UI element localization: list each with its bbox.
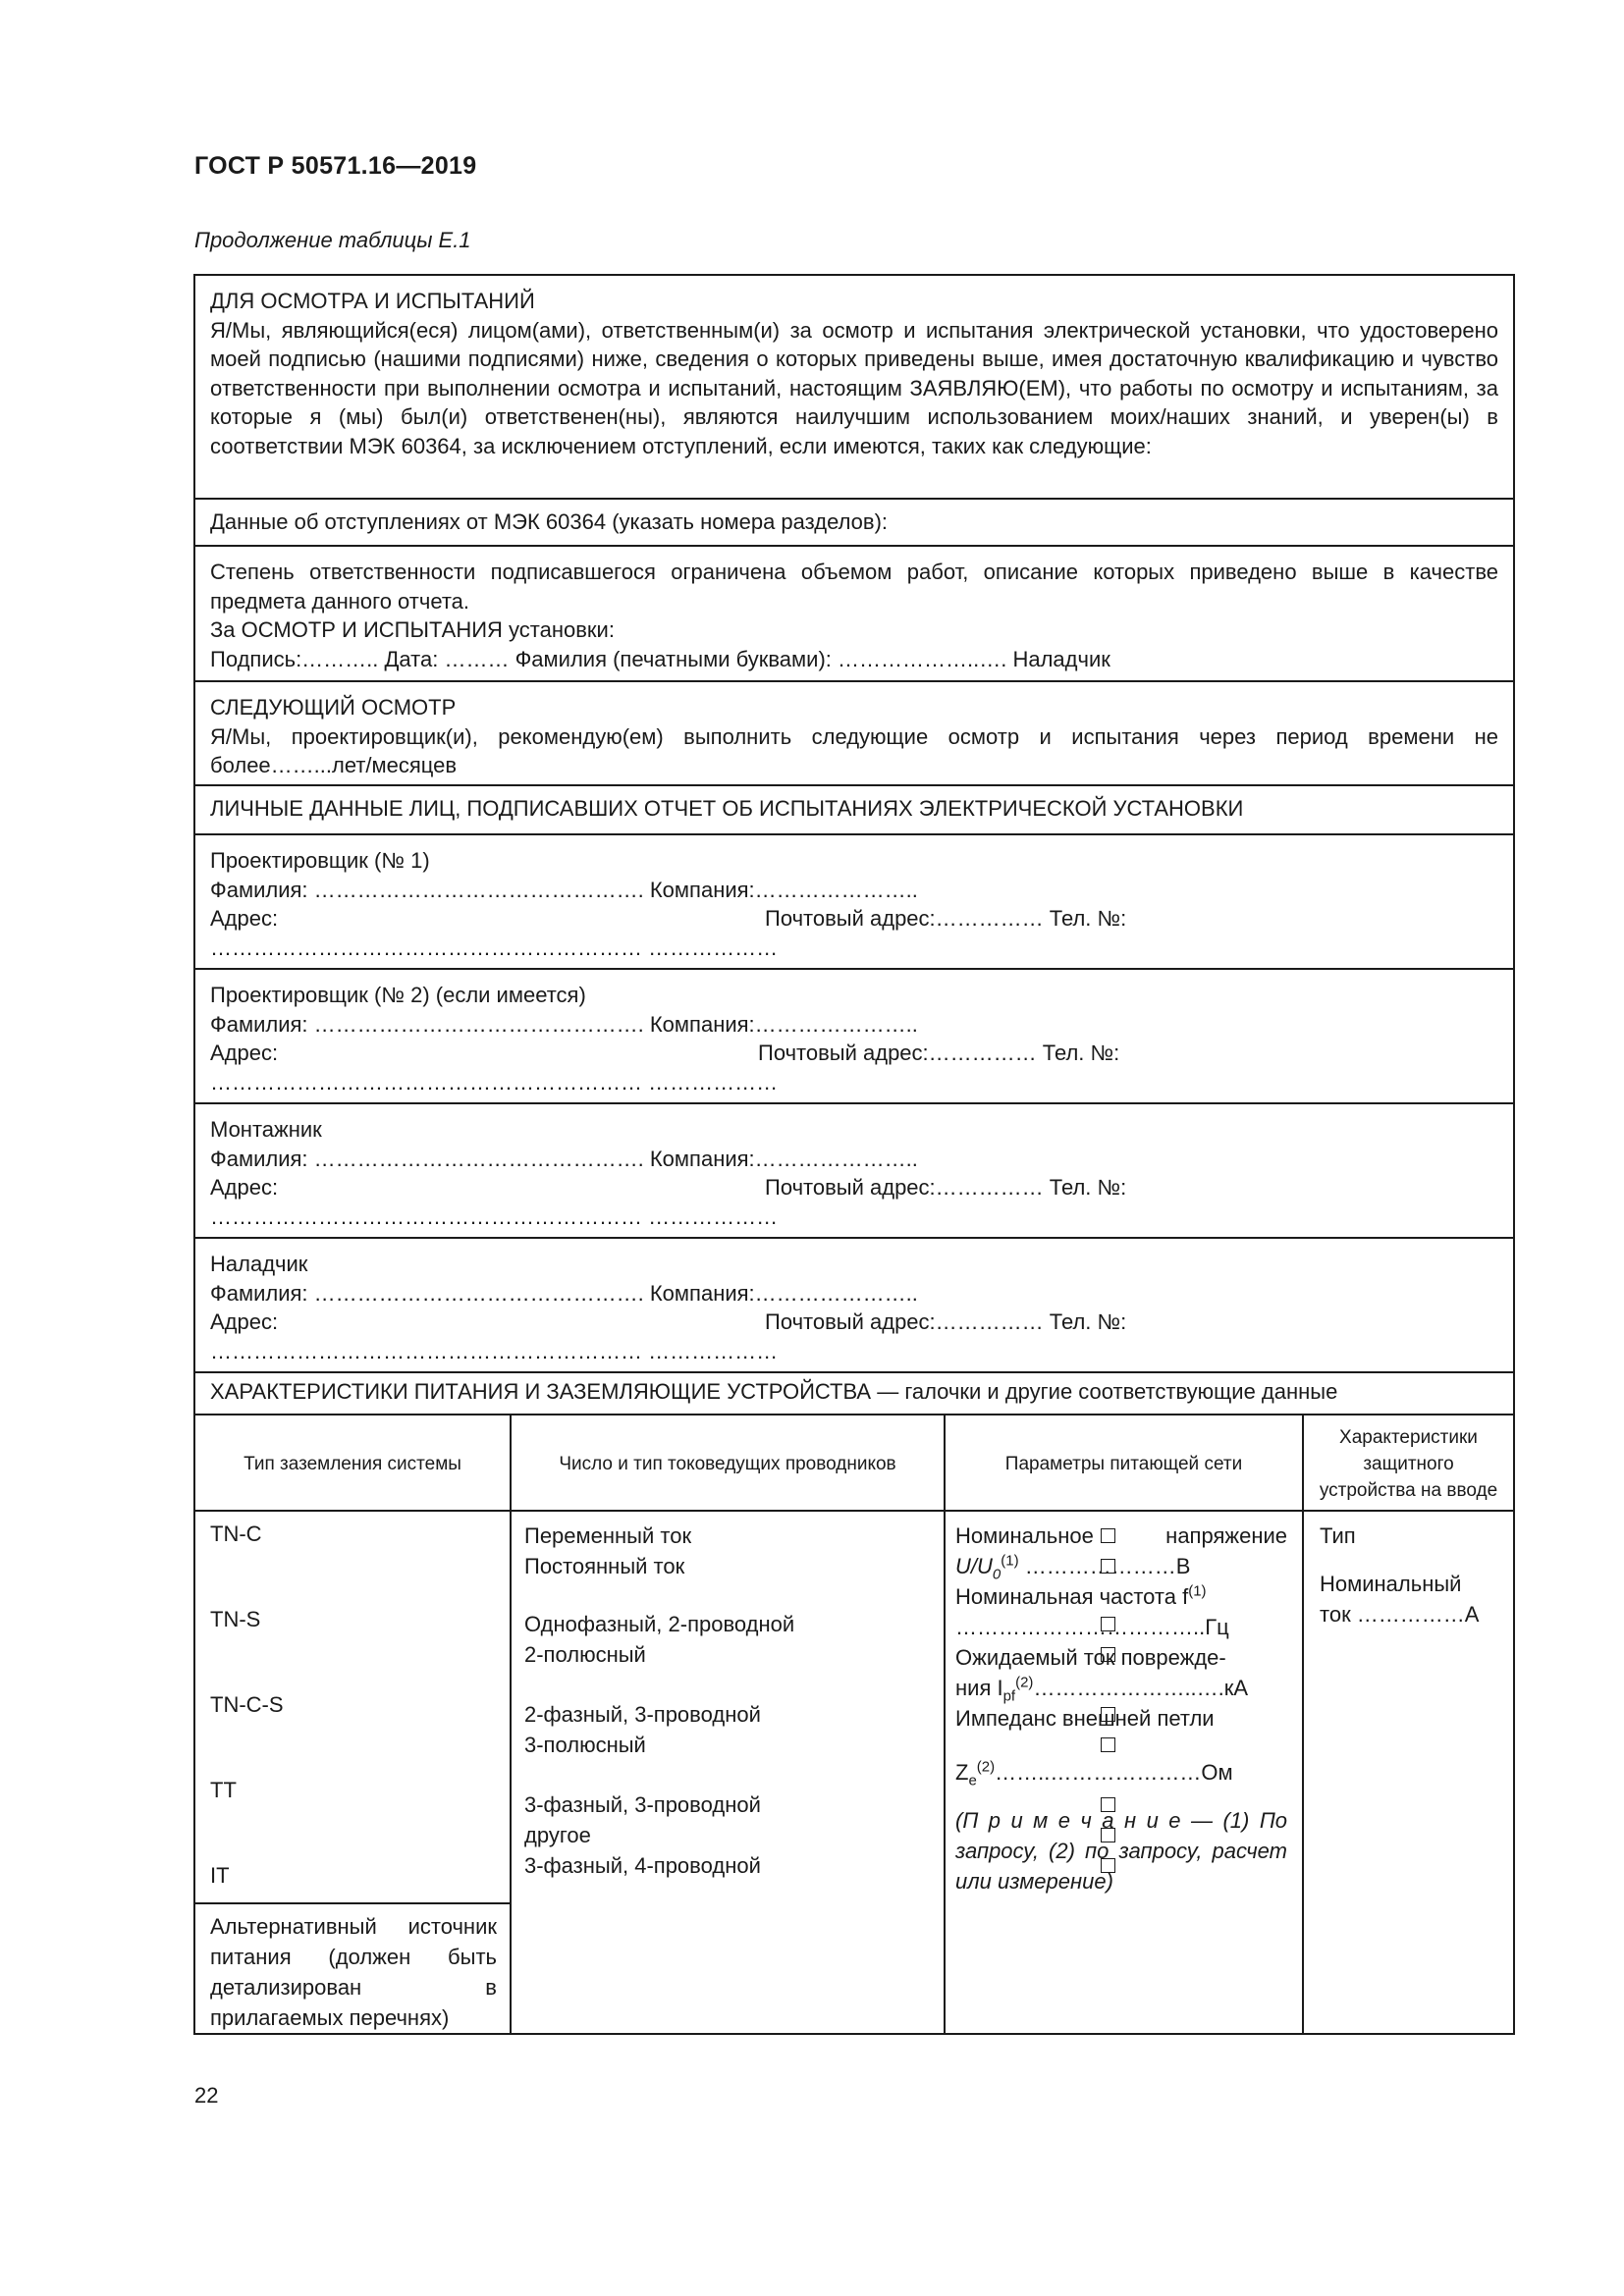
earthing-type: TT [210, 1778, 237, 1802]
person-block-designer-1 [195, 835, 1513, 970]
person-role: Монтажник [210, 1117, 322, 1142]
conductor-option: 3-полюсный [524, 1733, 646, 1757]
earthing-type: TN-C-S [210, 1692, 284, 1717]
column-header-conductors: Число и тип токоведущих проводников [559, 1453, 896, 1474]
conductor-option: другое [524, 1823, 591, 1847]
page-number: 22 [194, 2083, 219, 2108]
person-dots-line: …………………………………………………… ……………… [210, 1203, 779, 1229]
alt-source-text: Альтернативный источник питания (должен быть детализирован в прилагаемых перечнях) [210, 1914, 497, 2030]
rated-voltage-label: Номинальное напряжение [955, 1523, 1287, 1548]
person-block-commissioner [195, 1239, 1513, 1373]
person-dots-line: …………………………………………………… ……………… [210, 1338, 779, 1363]
protective-type: Тип [1320, 1523, 1356, 1548]
inspection-declaration: Я/Мы, являющийся(еся) лицом(ами), ответственным(и) за осмотр и испытания электрической установки, что удостоверено моей подписью (нашими подписями) ниже, сведения о которых приведены выше, имея достаточную квалификацию и чувство ответственности при выполнении осмотра и испытаний, настоящим ЗАЯВЛЯЮ(ЕМ), что работы по осмотру и испытаниям, за которые я (мы) был(и) ответственен(ны), являются наилучшим использованием моих/наших знаний, и уверен(ы) в соответствии МЭК 60364, за исключением отступлений, если имеются, таких как следующие: [210, 317, 1498, 458]
person-address-label: Адрес: [210, 1041, 279, 1065]
document-title: ГОСТ Р 50571.16—2019 [194, 152, 477, 180]
deviations-section [195, 500, 1513, 547]
person-postal-line: Почтовый адрес:…………… Тел. №: [765, 906, 1127, 931]
person-postal-line: Почтовый адрес:…………… Тел. №: [758, 1041, 1120, 1065]
protective-rated: Номинальный [1320, 1572, 1462, 1596]
supply-heading-section [195, 1373, 1513, 1415]
conductor-option: 3-фазный, 3-проводной [524, 1792, 761, 1817]
conductor-option: 2-полюсный [524, 1642, 646, 1667]
inspection-form [193, 274, 1515, 2035]
spacer [1320, 1551, 1506, 1569]
conductor-option: Переменный ток [524, 1523, 692, 1548]
spacer [955, 1734, 1287, 1757]
column-header-earthing: Тип заземления системы [244, 1453, 461, 1474]
person-dots-line: …………………………………………………… ……………… [210, 1069, 779, 1095]
personal-data-heading: ЛИЧНЫЕ ДАННЫЕ ЛИЦ, ПОДПИСАВШИХ ОТЧЕТ ОБ ИСПЫТАНИЯХ ЭЛЕКТРИЧЕСКОЙ УСТАНОВКИ [210, 796, 1244, 821]
person-surname-line: Фамилия: ………………………………………. Компания:………………….. [210, 1146, 918, 1171]
alt-source-divider [195, 1902, 510, 1904]
person-surname-line: Фамилия: ………………………………………. Компания:………………….. [210, 1011, 918, 1037]
personal-data-heading-section [195, 786, 1513, 835]
loop-impedance-label: Импеданс внешней петли [955, 1706, 1215, 1731]
loop-impedance-value: $Z_e^{(2)}\dots\dots..\dots\dots\dots\dots\dots\dots\dots Ом$ [955, 1758, 1233, 1789]
next-inspection-section [195, 682, 1513, 786]
supply-params [955, 1521, 1287, 1896]
responsibility-section [195, 547, 1513, 682]
responsibility-text: Степень ответственности подписавшегося ограничена объемом работ, описание которых приведено выше в качестве предмета данного отчета. [210, 560, 1498, 614]
person-postal-line: Почтовый адрес:…………… Тел. №: [765, 1309, 1127, 1334]
person-surname-line: Фамилия: ………………………………………. Компания:………………….. [210, 877, 918, 902]
conductor-option: Постоянный ток [524, 1554, 685, 1578]
person-address-label: Адрес: [210, 1309, 279, 1334]
inspection-heading: ДЛЯ ОСМОТРА И ИСПЫТАНИЙ [210, 289, 535, 313]
fault-current-label: Ожидаемый ток поврежде- [955, 1645, 1226, 1670]
person-role: Проектировщик (№ 2) (если имеется) [210, 983, 586, 1007]
person-role: Проектировщик (№ 1) [210, 848, 430, 873]
deviations-text: Данные об отступлениях от МЭК 60364 (указать номера разделов): [210, 509, 889, 534]
person-postal-line: Почтовый адрес:…………… Тел. №: [765, 1175, 1127, 1200]
responsibility-for-line: За ОСМОТР И ИСПЫТАНИЯ установки: [210, 617, 615, 642]
spacer [955, 1788, 1287, 1805]
person-address-label: Адрес: [210, 906, 279, 931]
person-dots-line: …………………………………………………… ……………… [210, 934, 779, 960]
next-inspection-text: Я/Мы, проектировщик(и), рекомендую(ем) выполнить следующие осмотр и испытания через период времени не более……...лет/месяцев [210, 723, 1498, 777]
inspection-section [195, 276, 1513, 500]
earthing-type: TN-S [210, 1607, 261, 1631]
fault-current-value: ния $I_{pf}^{(2)}\dots\dots\dots\dots\dots\dots\dots..\dots.кА$ [955, 1674, 1249, 1705]
person-block-installer [195, 1104, 1513, 1239]
protective-current: ток ……………А [1320, 1602, 1480, 1627]
person-role: Наладчик [210, 1252, 308, 1276]
table-caption: Продолжение таблицы Е.1 [194, 228, 471, 252]
person-block-designer-2 [195, 970, 1513, 1104]
protective-device [1320, 1521, 1506, 1629]
column-header-params: Параметры питающей сети [1004, 1453, 1243, 1474]
next-inspection-heading: СЛЕДУЮЩИЙ ОСМОТР [210, 695, 457, 720]
conductor-option: 3-фазный, 4-проводной [524, 1853, 761, 1878]
column-header-protective: Характеристики защитного устройства на вводе [1319, 1426, 1498, 1501]
params-note: (П р и м е ч а н и е — (1) По запросу, (2) по запросу, расчет или измерение) [955, 1808, 1287, 1894]
supply-characteristics-table [195, 1415, 1513, 2033]
supply-heading: ХАРАКТЕРИСТИКИ ПИТАНИЯ И ЗАЗЕМЛЯЮЩИЕ УСТРОЙСТВА — галочки и другие соответствующие данные [210, 1379, 1338, 1404]
person-address-label: Адрес: [210, 1175, 279, 1200]
person-surname-line: Фамилия: ………………………………………. Компания:………………….. [210, 1280, 918, 1306]
rated-frequency-value: ……………………………..Гц [955, 1615, 1229, 1639]
rated-frequency-label: Номинальная частота $f^{(1)}$ [955, 1582, 1207, 1609]
earthing-type: TN-C [210, 1522, 262, 1546]
conductor-option: Однофазный, 2-проводной [524, 1612, 795, 1636]
rated-voltage-value: $U/U_0^{(1)}$ …………………В [955, 1552, 1191, 1583]
signature-line: Подпись:……….. Дата: ……… Фамилия (печатными буквами): ………………..…. Наладчик [210, 646, 1110, 671]
conductor-option: 2-фазный, 3-проводной [524, 1702, 761, 1727]
earthing-type: IT [210, 1863, 230, 1888]
